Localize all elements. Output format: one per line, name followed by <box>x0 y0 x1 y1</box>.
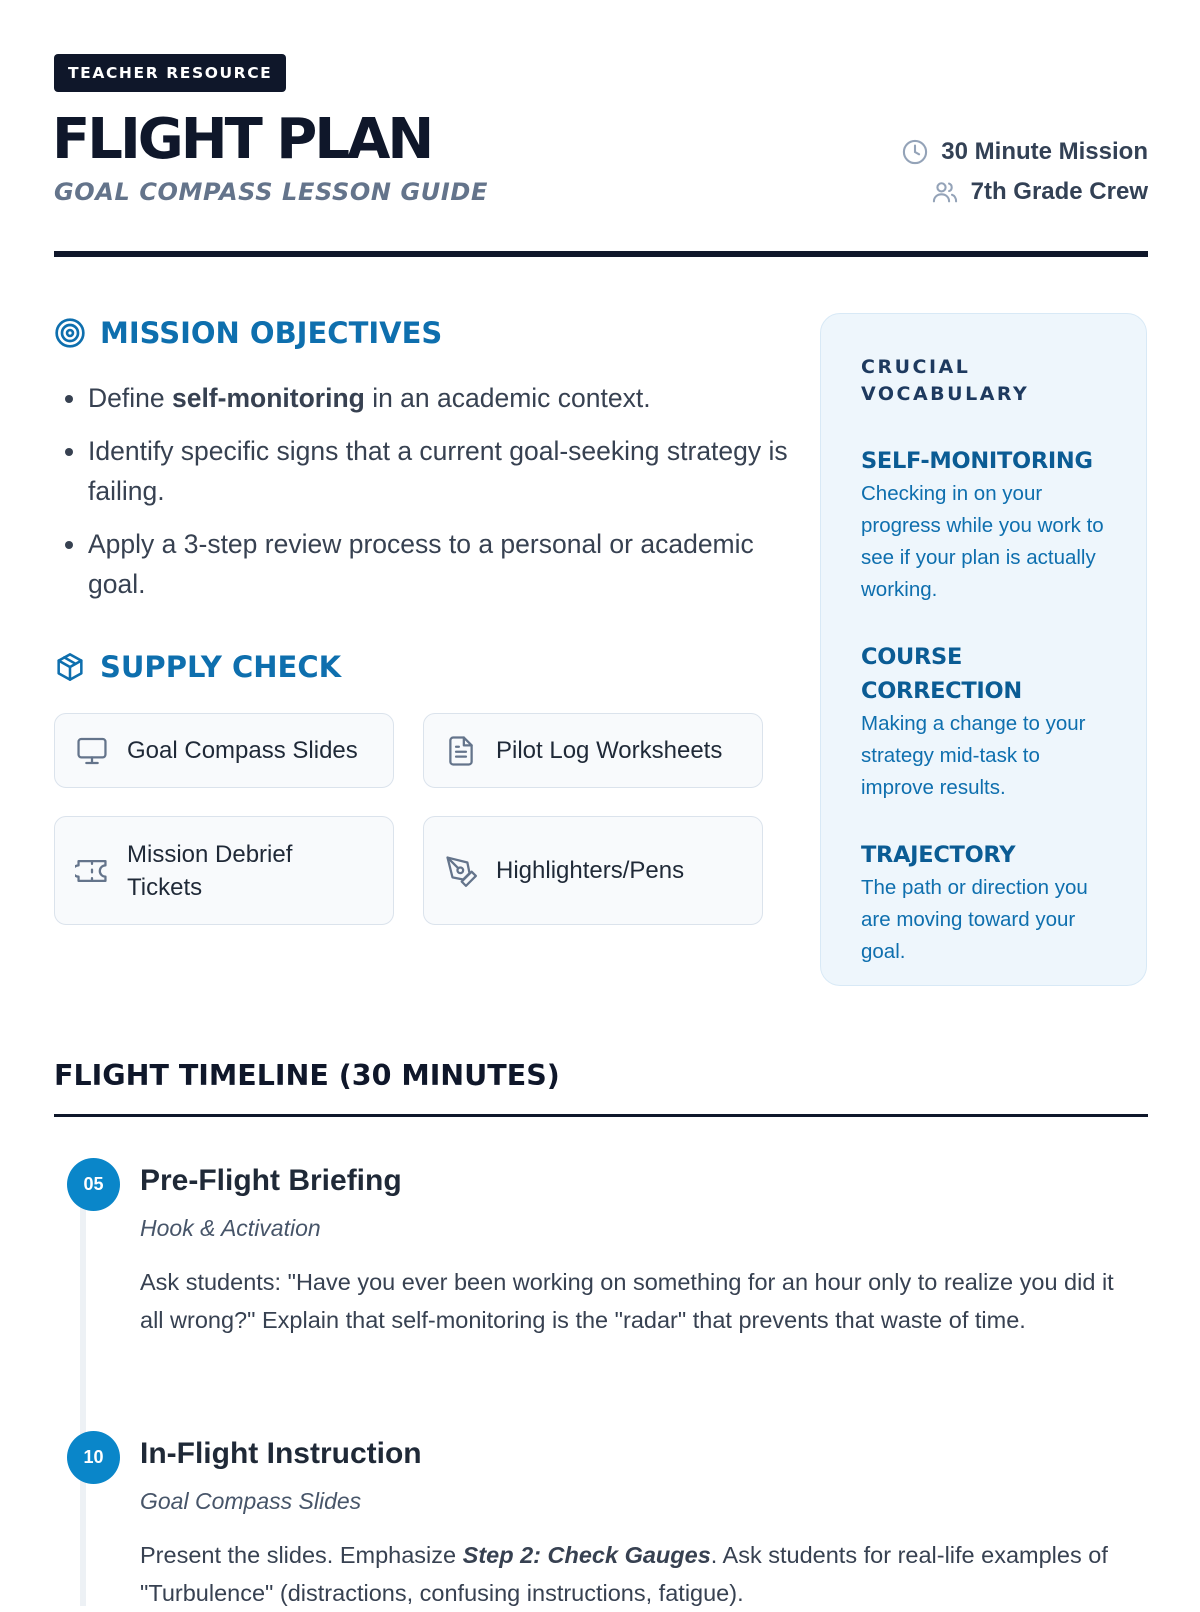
vocab-definition: The path or direction you are moving toward your goal. <box>861 876 1088 963</box>
step-duration-badge: 10 <box>67 1431 120 1484</box>
supply-label: Highlighters/Pens <box>496 857 685 884</box>
vocab-term: TRAJECTORY <box>861 842 1016 868</box>
page-subtitle: GOAL COMPASS LESSON GUIDE <box>54 178 488 206</box>
ticket-icon <box>75 854 109 888</box>
vocab-definition: Checking in on your progress while you work to see if your plan is actually working. <box>861 482 1104 601</box>
teacher-resource-badge: TEACHER RESOURCE <box>54 54 286 92</box>
step-title: In-Flight Instruction <box>140 1437 422 1470</box>
audience-text: 7th Grade Crew <box>970 178 1148 205</box>
objectives-heading-label: MISSION OBJECTIVES <box>100 316 443 350</box>
supply-label: Pilot Log Worksheets <box>496 737 723 764</box>
vocab-term: SELF-MONITORING <box>861 448 1093 474</box>
supply-card-tickets <box>54 816 394 925</box>
clock-icon <box>901 138 929 166</box>
objectives-list <box>54 378 808 617</box>
step-title: Pre-Flight Briefing <box>140 1164 402 1197</box>
step-body: Ask students: "Have you ever been working on something for an hour only to realize you did it all wrong?" Explain that self-monitoring is the "radar" that prevents that waste of time. <box>140 1269 1114 1333</box>
header-divider <box>54 251 1148 257</box>
document-icon <box>444 734 478 768</box>
supply-label: Goal Compass Slides <box>127 737 358 764</box>
vocab-term: COURSE CORRECTION <box>861 644 1022 704</box>
objectives-heading <box>54 316 442 350</box>
page-title: FLIGHT PLAN <box>52 107 432 172</box>
duration-meta <box>901 138 1148 166</box>
supply-card-worksheets <box>423 713 763 788</box>
supplies-heading <box>54 650 341 684</box>
vocabulary-heading: CRUCIAL VOCABULARY <box>861 356 1030 405</box>
list-item: • Identify specific signs that a current goal-seeking strategy is failing. <box>88 431 808 511</box>
step-body: Present the slides. Emphasize Step 2: Check Gauges. Ask students for real-life examples of "Turbulence" (distractions, confusing instructions, fatigue). <box>140 1542 1108 1606</box>
users-icon <box>931 178 959 206</box>
supply-card-slides <box>54 713 394 788</box>
step-subtitle: Goal Compass Slides <box>140 1488 362 1514</box>
duration-text: 30 Minute Mission <box>941 138 1148 165</box>
timeline-track <box>80 1186 86 1606</box>
supply-card-highlighters <box>423 816 763 925</box>
target-icon <box>54 317 86 349</box>
vocabulary-panel <box>820 313 1147 986</box>
list-item: • Apply a 3-step review process to a personal or academic goal. <box>88 524 808 604</box>
list-item: • Define self-monitoring in an academic context. <box>88 378 808 418</box>
step-duration-badge: 05 <box>67 1158 120 1211</box>
package-icon <box>54 651 86 683</box>
pen-icon <box>444 854 478 888</box>
timeline-divider <box>54 1114 1148 1117</box>
supplies-heading-label: SUPPLY CHECK <box>100 650 342 684</box>
supply-label: Mission Debrief Tickets <box>127 840 293 901</box>
timeline-heading: FLIGHT TIMELINE (30 MINUTES) <box>54 1059 560 1092</box>
monitor-icon <box>75 734 109 768</box>
step-subtitle: Hook & Activation <box>140 1215 321 1241</box>
vocab-definition: Making a change to your strategy mid-task to improve results. <box>861 712 1086 799</box>
audience-meta <box>931 178 1148 206</box>
